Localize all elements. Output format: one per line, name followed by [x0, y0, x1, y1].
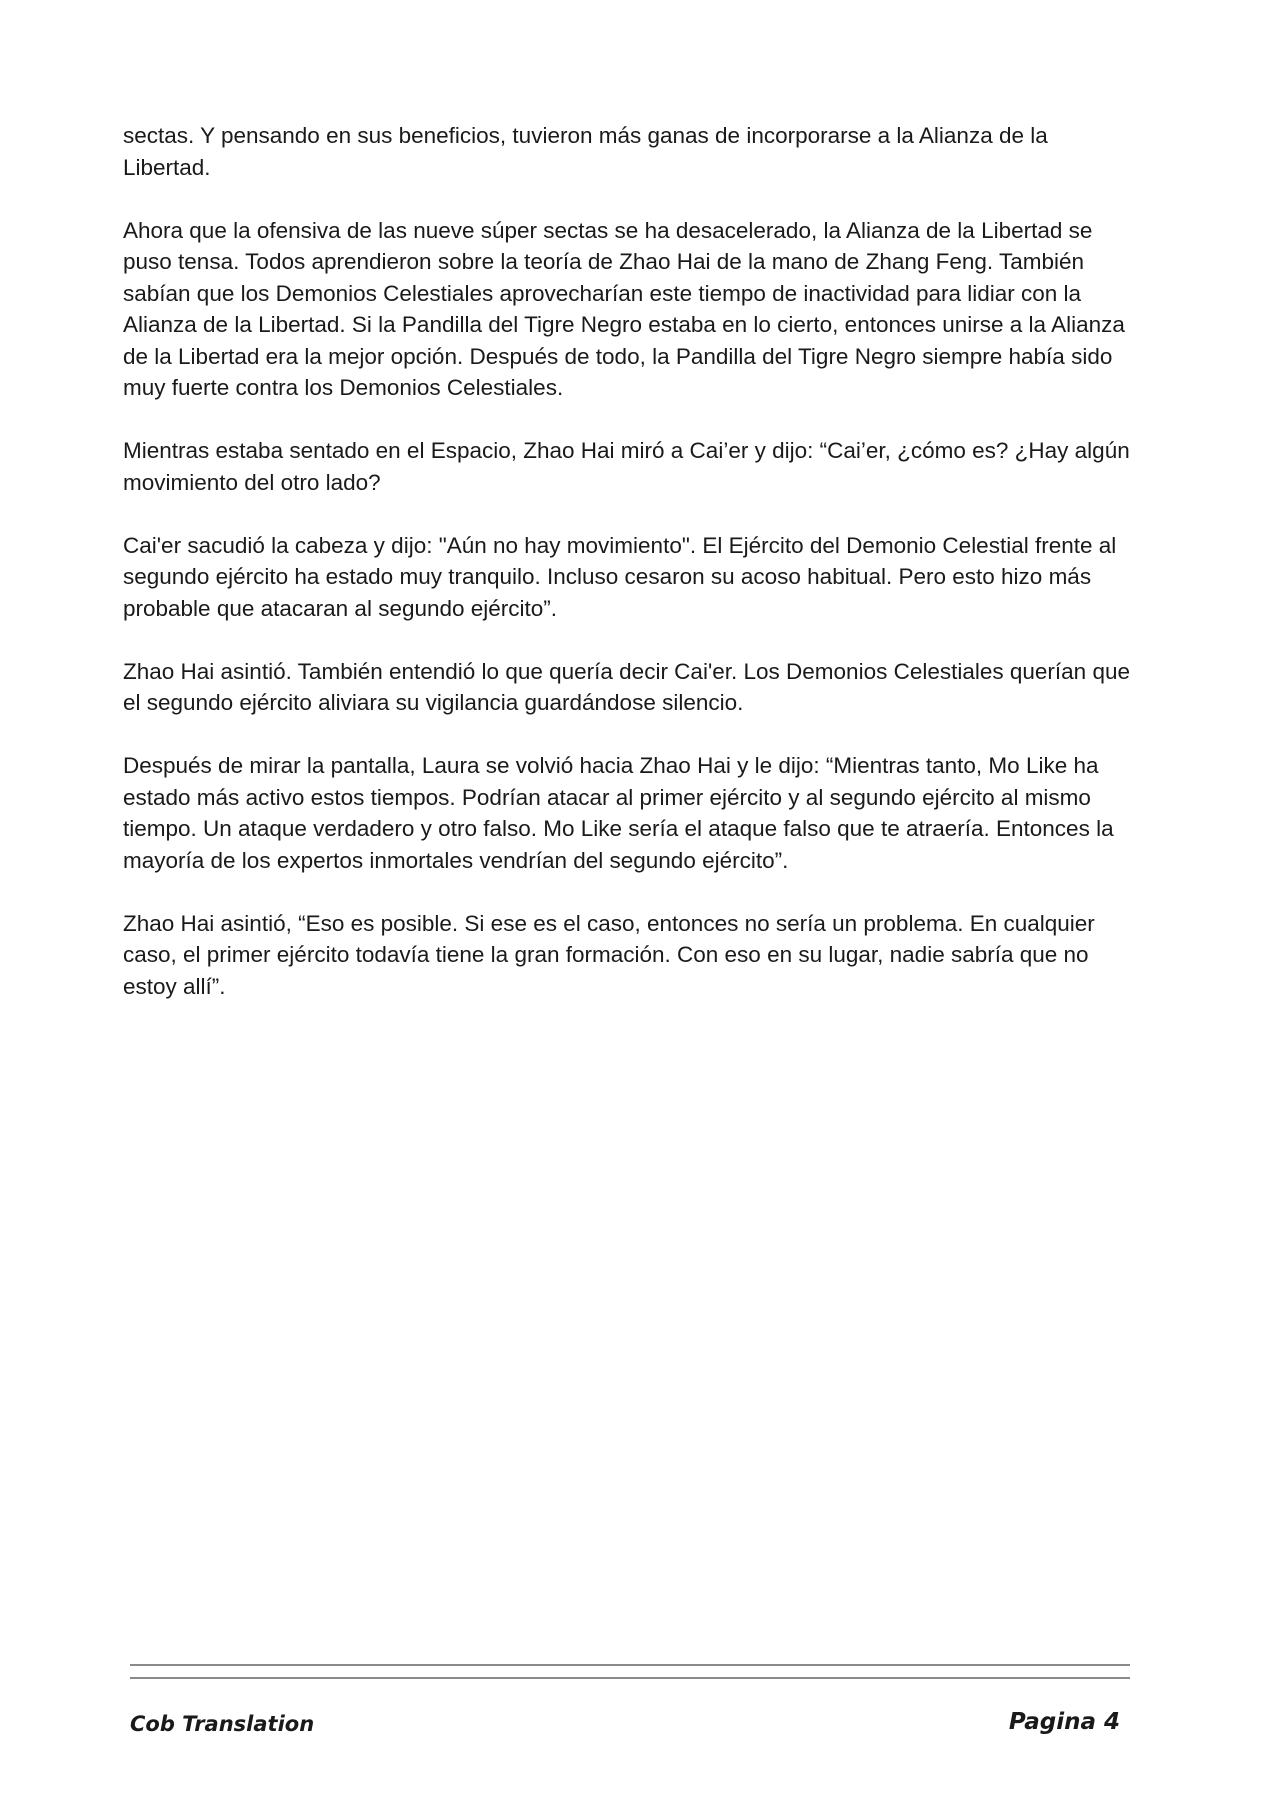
footer-translator-credit: Cob Translation: [130, 1712, 315, 1736]
footer-page-number: Pagina 4: [1008, 1709, 1120, 1735]
paragraph-5: Zhao Hai asintió. También entendió lo que quería decir Cai'er. Los Demonios Celestiales querían que el segundo ejército aliviara su vigilancia guardándose silencio.: [123, 658, 1130, 715]
paragraph-3: Mientras estaba sentado en el Espacio, Zhao Hai miró a Cai’er y dijo: “Cai’er, ¿cómo es? ¿Hay algún movimiento del otro lado?: [123, 438, 1130, 495]
paragraph-6: Después de mirar la pantalla, Laura se volvió hacia Zhao Hai y le dijo: “Mientras tanto, Mo Like ha estado más activo estos tiempos. Podrían atacar al primer ejército y al segundo ejército al mismo tiempo. Un ataque verdadero y otro falso. Mo Like sería el ataque falso que te atraería. Entonces la mayoría de los expertos inmortales vendrían del segundo ejército”.: [123, 753, 1114, 873]
footer-divider-top: [130, 1664, 1130, 1666]
paragraph-1: sectas. Y pensando en sus beneficios, tuvieron más ganas de incorporarse a la Alianza de la Libertad.: [123, 123, 1048, 180]
paragraph-4: Cai'er sacudió la cabeza y dijo: "Aún no hay movimiento". El Ejército del Demonio Celestial frente al segundo ejército ha estado muy tranquilo. Incluso cesaron su acoso habitual. Pero esto hizo más probable que atacaran al segundo ejército”.: [123, 532, 1117, 621]
paragraph-7: Zhao Hai asintió, “Eso es posible. Si ese es el caso, entonces no sería un problema. En cualquier caso, el primer ejército todavía tiene la gran formación. Con eso en su lugar, nadie sabría que no estoy allí”.: [123, 910, 1095, 999]
footer-divider-bottom: [130, 1677, 1130, 1679]
body-text: [123, 120, 1133, 1034]
paragraph-2: Ahora que la ofensiva de las nueve súper sectas se ha desacelerado, la Alianza de la Libertad se puso tensa. Todos aprendieron sobre la teoría de Zhao Hai de la mano de Zhang Feng. También sabían que los Demonios Celestiales aprovecharían este tiempo de inactividad para lidiar con la Alianza de la Libertad. Si la Pandilla del Tigre Negro estaba en lo cierto, entonces unirse a la Alianza de la Libertad era la mejor opción. Después de todo, la Pandilla del Tigre Negro siempre había sido muy fuerte contra los Demonios Celestiales.: [123, 217, 1125, 400]
